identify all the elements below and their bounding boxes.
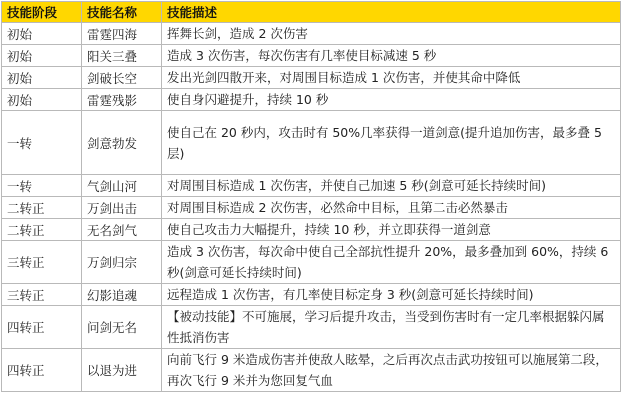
skill-name-cell: 雷霆残影 (82, 89, 162, 111)
header-description: 技能描述 (162, 2, 621, 23)
table-row (2, 89, 621, 111)
skill-name-cell: 无名剑气 (82, 219, 162, 241)
description-cell: 使自己在 20 秒内，攻击时有 50%几率获得一道剑意(提升追加伤害，最多叠 5 层) (162, 111, 621, 175)
skill-name-cell: 以退为进 (82, 349, 162, 392)
table-row (2, 241, 621, 284)
stage-cell: 一转 (2, 111, 82, 175)
stage-cell: 三转正 (2, 241, 82, 284)
stage-cell: 初始 (2, 45, 82, 67)
skill-name-cell: 万剑出击 (82, 197, 162, 219)
description-cell: 造成 3 次伤害，每次命中使自己全部抗性提升 20%，最多叠加到 60%，持续 6 秒(剑意可延长持续时间) (162, 241, 621, 284)
skill-name-cell: 剑意勃发 (82, 111, 162, 175)
table-row (2, 349, 621, 392)
stage-cell: 四转正 (2, 349, 82, 392)
table-row (2, 23, 621, 45)
table-row (2, 219, 621, 241)
description-cell: 发出光剑四散开来，对周围目标造成 1 次伤害，并使其命中降低 (162, 67, 621, 89)
stage-cell: 四转正 (2, 306, 82, 349)
stage-cell: 三转正 (2, 284, 82, 306)
description-cell: 远程造成 1 次伤害，有几率使目标定身 3 秒(剑意可延长持续时间) (162, 284, 621, 306)
stage-cell: 初始 (2, 23, 82, 45)
description-cell: 挥舞长剑，造成 2 次伤害 (162, 23, 621, 45)
description-cell: 向前飞行 9 米造成伤害并使敌人眩晕，之后再次点击武功按钮可以施展第二段，再次飞行 9 米并为您回复气血 (162, 349, 621, 392)
table-row (2, 175, 621, 197)
stage-cell: 二转正 (2, 219, 82, 241)
skill-name-cell: 幻影追魂 (82, 284, 162, 306)
description-cell: 使自己攻击力大幅提升，持续 10 秒，并立即获得一道剑意 (162, 219, 621, 241)
table-row (2, 284, 621, 306)
description-cell: 对周围目标造成 2 次伤害，必然命中目标，且第二击必然暴击 (162, 197, 621, 219)
header-skill-name: 技能名称 (82, 2, 162, 23)
skill-name-cell: 阳关三叠 (82, 45, 162, 67)
stage-cell: 一转 (2, 175, 82, 197)
skill-name-cell: 剑破长空 (82, 67, 162, 89)
header-row (2, 2, 621, 23)
stage-cell: 初始 (2, 67, 82, 89)
skill-name-cell: 问剑无名 (82, 306, 162, 349)
stage-cell: 二转正 (2, 197, 82, 219)
description-cell: 对周围目标造成 1 次伤害，并使自己加速 5 秒(剑意可延长持续时间) (162, 175, 621, 197)
skill-name-cell: 气剑山河 (82, 175, 162, 197)
skill-table (1, 1, 621, 392)
skill-name-cell: 万剑归宗 (82, 241, 162, 284)
table-row (2, 111, 621, 175)
table-row (2, 197, 621, 219)
description-cell: 使自身闪避提升，持续 10 秒 (162, 89, 621, 111)
stage-cell: 初始 (2, 89, 82, 111)
table-row (2, 67, 621, 89)
skill-name-cell: 雷霆四海 (82, 23, 162, 45)
header-stage: 技能阶段 (2, 2, 82, 23)
table-row (2, 306, 621, 349)
description-cell: 造成 3 次伤害，每次伤害有几率使目标减速 5 秒 (162, 45, 621, 67)
description-cell: 【被动技能】不可施展，学习后提升攻击，当受到伤害时有一定几率根据躲闪属性抵消伤害 (162, 306, 621, 349)
table-row (2, 45, 621, 67)
